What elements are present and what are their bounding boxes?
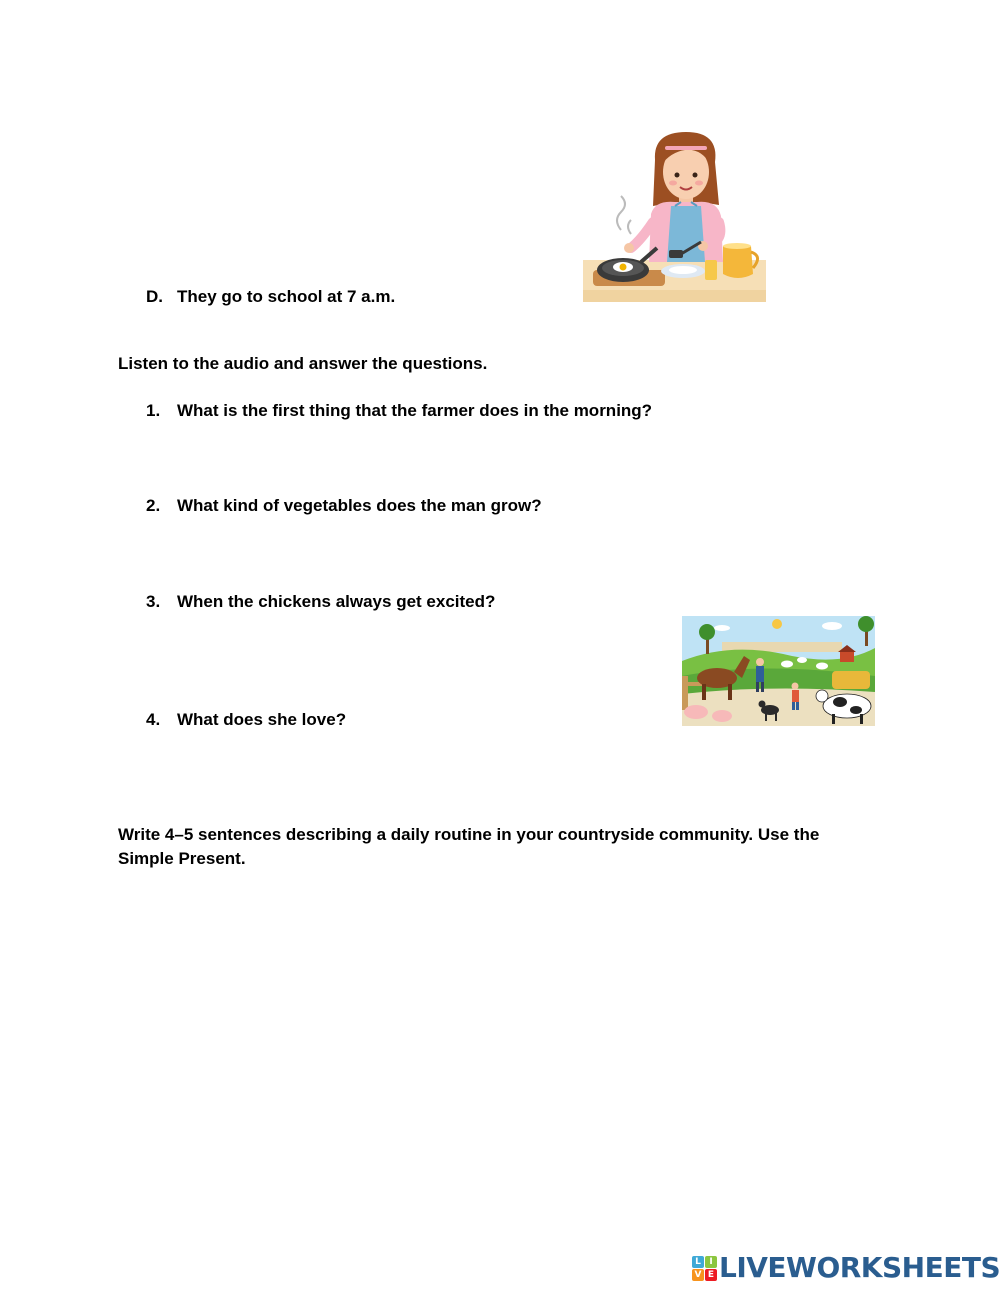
- logo-mark-icon: [692, 1256, 716, 1280]
- question-number: 4.: [146, 710, 161, 729]
- option-d-marker: D.: [146, 287, 163, 306]
- question-text: What kind of vegetables does the man grow?: [177, 496, 542, 515]
- question-number: 3.: [146, 592, 161, 611]
- question-4: [146, 708, 346, 732]
- cooking-woman-image: [583, 130, 767, 304]
- question-number: 2.: [146, 496, 161, 515]
- logo-text: LIVEWORKSHEETS: [719, 1251, 1000, 1284]
- write-instruction: Write 4–5 sentences describing a daily routine in your countryside community. Use the Simple Present.: [118, 825, 820, 868]
- logo-letter: L: [692, 1256, 704, 1268]
- question-1: [146, 399, 652, 423]
- question-2: [146, 494, 542, 518]
- logo-letter: I: [705, 1256, 717, 1268]
- farm-scene-image: [682, 616, 875, 726]
- option-d-text: They go to school at 7 a.m.: [177, 287, 396, 306]
- question-text: What is the first thing that the farmer does in the morning?: [177, 401, 653, 420]
- option-d: [146, 285, 395, 309]
- liveworksheets-logo[interactable]: [692, 1253, 1000, 1283]
- question-text: When the chickens always get excited?: [177, 592, 496, 611]
- logo-letter: V: [692, 1269, 704, 1281]
- logo-letter: E: [705, 1269, 717, 1281]
- question-text: What does she love?: [177, 710, 347, 729]
- listen-instruction: Listen to the audio and answer the questions.: [118, 354, 488, 373]
- question-number: 1.: [146, 401, 161, 420]
- question-3: [146, 590, 495, 614]
